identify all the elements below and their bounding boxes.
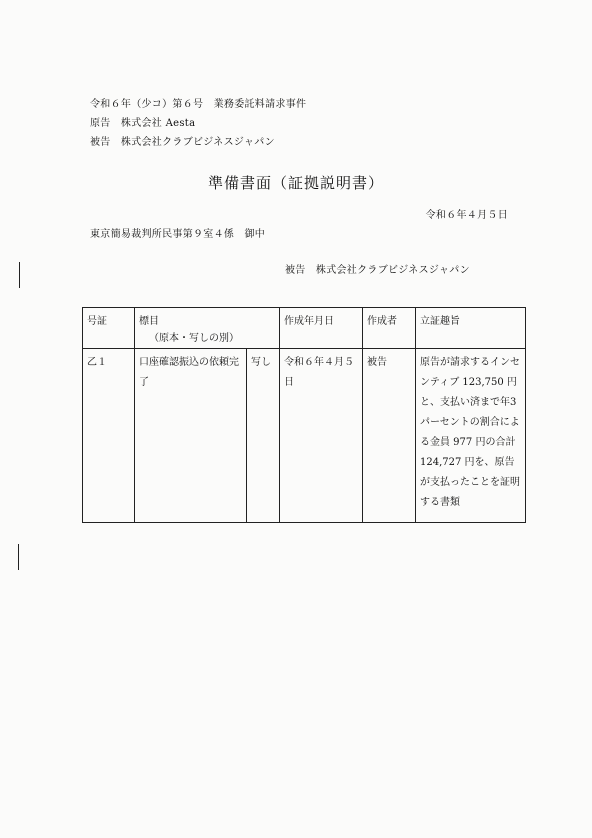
header-purpose: 立証趣旨 xyxy=(416,308,526,349)
binding-mark-bottom xyxy=(18,544,19,570)
header-title xyxy=(135,308,280,349)
defendant-line: 被告 株式会社クラブビジネスジャパン xyxy=(90,137,275,148)
header-title-main: 標目 xyxy=(139,316,159,327)
cell-title: 口座確認振込の依頼完了 xyxy=(135,349,247,523)
cell-copy-type: 写し xyxy=(247,349,280,523)
document-title: 準備書面（証拠説明書） xyxy=(207,174,384,192)
header-title-sub: （原本・写しの別） xyxy=(149,333,239,344)
document-date: 令和６年４月５日 xyxy=(425,210,508,221)
table-header-row xyxy=(83,308,526,349)
submitter-line: 被告 株式会社クラブビジネスジャパン xyxy=(285,265,470,276)
header-number: 号証 xyxy=(83,308,135,349)
binding-mark-top xyxy=(19,262,20,288)
header-created: 作成年月日 xyxy=(280,308,363,349)
court-addressee: 東京簡易裁判所民事第９室４係 御中 xyxy=(90,229,266,240)
evidence-table xyxy=(82,307,526,523)
table-row xyxy=(83,349,526,523)
case-number: 令和６年（少コ）第６号 業務委託料請求事件 xyxy=(90,99,307,110)
cell-purpose: 原告が請求するインセンティブ 123,750 円と、支払い済まで年3パーセントの割合による金員 977 円の合計 124,727 円を、原告が支払ったことを証明する書類 xyxy=(416,349,526,523)
header-author: 作成者 xyxy=(363,308,416,349)
cell-number: 乙１ xyxy=(83,349,135,523)
plaintiff-line: 原告 株式会社 Aesta xyxy=(90,118,196,129)
cell-author: 被告 xyxy=(363,349,416,523)
cell-created: 令和６年４月５日 xyxy=(280,349,363,523)
